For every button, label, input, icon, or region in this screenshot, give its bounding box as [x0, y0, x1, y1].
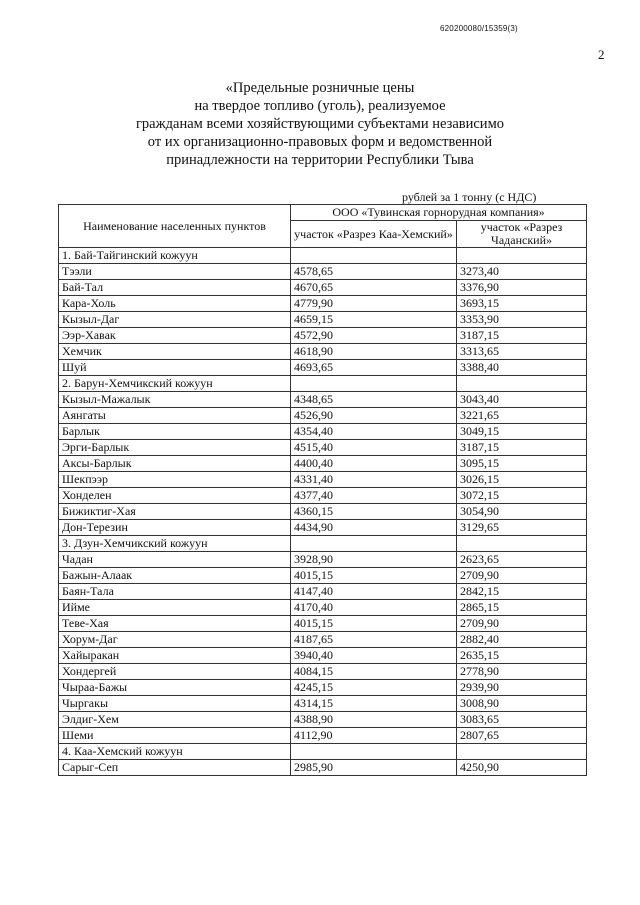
price-kaa-khem: 4377,40 [291, 488, 457, 504]
settlement-name: Аксы-Барлык [59, 456, 291, 472]
settlement-name: Шуй [59, 360, 291, 376]
price-kaa-khem: 4400,40 [291, 456, 457, 472]
settlement-name: Дон-Терезин [59, 520, 291, 536]
table-row [59, 344, 587, 360]
price-chadan: 3693,15 [457, 296, 587, 312]
price-chadan: 3043,40 [457, 392, 587, 408]
price-kaa-khem: 4659,15 [291, 312, 457, 328]
price-chadan: 3376,90 [457, 280, 587, 296]
settlement-name: Аянгаты [59, 408, 291, 424]
section-title: 3. Дзун-Хемчикский кожуун [59, 536, 291, 552]
table-row [59, 296, 587, 312]
price-kaa-khem: 4618,90 [291, 344, 457, 360]
table-row [59, 568, 587, 584]
price-kaa-khem: 4314,15 [291, 696, 457, 712]
price-chadan: 3072,15 [457, 488, 587, 504]
settlement-name: Баян-Тала [59, 584, 291, 600]
price-table [58, 204, 587, 776]
price-chadan: 3054,90 [457, 504, 587, 520]
table-row [59, 424, 587, 440]
price-kaa-khem: 4388,90 [291, 712, 457, 728]
settlement-name: Кызыл-Даг [59, 312, 291, 328]
title-line: гражданам всеми хозяйствующими субъектами независимо [135, 116, 504, 132]
settlement-name: Ийме [59, 600, 291, 616]
price-kaa-khem: 4348,65 [291, 392, 457, 408]
section-row [59, 248, 587, 264]
col-header-site-kaa-khem: участок «Разрез Каа-Хемский» [291, 221, 457, 248]
settlement-name: Шеми [59, 728, 291, 744]
table-row [59, 760, 587, 776]
section-row [59, 536, 587, 552]
settlement-name: Кызыл-Мажалык [59, 392, 291, 408]
price-chadan: 2635,15 [457, 648, 587, 664]
settlement-name: Хемчик [59, 344, 291, 360]
settlement-name: Тээли [59, 264, 291, 280]
price-kaa-khem: 3928,90 [291, 552, 457, 568]
settlement-name: Сарыг-Сеп [59, 760, 291, 776]
settlement-name: Шекпээр [59, 472, 291, 488]
settlement-name: Бажын-Алаак [59, 568, 291, 584]
price-kaa-khem: 4112,90 [291, 728, 457, 744]
price-kaa-khem: 4578,65 [291, 264, 457, 280]
price-chadan: 2709,90 [457, 616, 587, 632]
table-row [59, 312, 587, 328]
col-header-settlement: Наименование населенных пунктов [59, 205, 291, 248]
table-row [59, 392, 587, 408]
section-title: 4. Каа-Хемский кожуун [59, 744, 291, 760]
price-chadan: 2882,40 [457, 632, 587, 648]
price-chadan: 3273,40 [457, 264, 587, 280]
price-kaa-khem: 4670,65 [291, 280, 457, 296]
settlement-name: Хорум-Даг [59, 632, 291, 648]
price-kaa-khem: 4572,90 [291, 328, 457, 344]
table-row [59, 264, 587, 280]
price-kaa-khem: 4015,15 [291, 568, 457, 584]
settlement-name: Бижиктиг-Хая [59, 504, 291, 520]
table-row [59, 632, 587, 648]
price-chadan: 2842,15 [457, 584, 587, 600]
price-kaa-khem: 3940,40 [291, 648, 457, 664]
price-chadan: 3353,90 [457, 312, 587, 328]
title-line: «Предельные розничные цены [225, 80, 415, 96]
price-chadan: 3026,15 [457, 472, 587, 488]
price-chadan: 2709,90 [457, 568, 587, 584]
table-row [59, 696, 587, 712]
settlement-name: Теве-Хая [59, 616, 291, 632]
col-header-site-chadan: участок «Разрез Чаданский» [457, 221, 587, 248]
empty-cell [457, 248, 587, 264]
table-row [59, 680, 587, 696]
price-kaa-khem: 4084,15 [291, 664, 457, 680]
table-row [59, 488, 587, 504]
price-kaa-khem: 4354,40 [291, 424, 457, 440]
price-chadan: 3008,90 [457, 696, 587, 712]
table-row [59, 456, 587, 472]
settlement-name: Эрги-Барлык [59, 440, 291, 456]
price-chadan: 3313,65 [457, 344, 587, 360]
settlement-name: Кара-Холь [59, 296, 291, 312]
col-header-company: ООО «Тувинская горнорудная компания» [291, 205, 587, 221]
title-line: на твердое топливо (уголь), реализуемое [194, 98, 446, 114]
table-row [59, 552, 587, 568]
price-kaa-khem: 4360,15 [291, 504, 457, 520]
table-row [59, 584, 587, 600]
empty-cell [291, 248, 457, 264]
table-row [59, 712, 587, 728]
table-body [59, 248, 587, 776]
settlement-name: Чадан [59, 552, 291, 568]
title-line: от их организационно-правовых форм и ведомственной [147, 134, 493, 150]
section-row [59, 376, 587, 392]
price-kaa-khem: 4331,40 [291, 472, 457, 488]
price-kaa-khem: 4015,15 [291, 616, 457, 632]
table-row [59, 328, 587, 344]
table-row [59, 280, 587, 296]
price-kaa-khem: 4147,40 [291, 584, 457, 600]
settlement-name: Барлык [59, 424, 291, 440]
price-kaa-khem: 4170,40 [291, 600, 457, 616]
empty-cell [291, 376, 457, 392]
table-row [59, 360, 587, 376]
price-chadan: 3221,65 [457, 408, 587, 424]
document-id: 620200080/15359(3) [440, 24, 518, 33]
section-row [59, 744, 587, 760]
unit-note: рублей за 1 тонну (с НДС) [402, 190, 537, 204]
table-row [59, 648, 587, 664]
price-chadan: 3388,40 [457, 360, 587, 376]
title-line: принадлежности на территории Республики Тыва [166, 152, 474, 168]
table-row [59, 472, 587, 488]
price-kaa-khem: 4526,90 [291, 408, 457, 424]
table-row [59, 408, 587, 424]
table-row [59, 728, 587, 744]
settlement-name: Ээр-Хавак [59, 328, 291, 344]
table-row [59, 600, 587, 616]
empty-cell [457, 376, 587, 392]
table-row [59, 616, 587, 632]
empty-cell [457, 744, 587, 760]
table-row [59, 440, 587, 456]
price-chadan: 2623,65 [457, 552, 587, 568]
settlement-name: Чыраа-Бажы [59, 680, 291, 696]
price-kaa-khem: 4187,65 [291, 632, 457, 648]
price-chadan: 3095,15 [457, 456, 587, 472]
price-kaa-khem: 4434,90 [291, 520, 457, 536]
price-chadan: 3187,15 [457, 440, 587, 456]
empty-cell [457, 536, 587, 552]
section-title: 1. Бай-Тайгинский кожуун [59, 248, 291, 264]
price-chadan: 3187,15 [457, 328, 587, 344]
price-kaa-khem: 2985,90 [291, 760, 457, 776]
price-chadan: 2778,90 [457, 664, 587, 680]
empty-cell [291, 744, 457, 760]
price-chadan: 3049,15 [457, 424, 587, 440]
page-number: 2 [598, 47, 605, 62]
document-title [0, 79, 640, 169]
table-row [59, 504, 587, 520]
price-chadan: 2939,90 [457, 680, 587, 696]
price-chadan: 2865,15 [457, 600, 587, 616]
table-row [59, 664, 587, 680]
price-kaa-khem: 4693,65 [291, 360, 457, 376]
price-kaa-khem: 4515,40 [291, 440, 457, 456]
settlement-name: Чыргакы [59, 696, 291, 712]
price-kaa-khem: 4779,90 [291, 296, 457, 312]
price-chadan: 2807,65 [457, 728, 587, 744]
table-row [59, 520, 587, 536]
settlement-name: Хондергей [59, 664, 291, 680]
section-title: 2. Барун-Хемчикский кожуун [59, 376, 291, 392]
settlement-name: Хонделен [59, 488, 291, 504]
price-kaa-khem: 4245,15 [291, 680, 457, 696]
settlement-name: Элдиг-Хем [59, 712, 291, 728]
price-chadan: 3083,65 [457, 712, 587, 728]
price-chadan: 3129,65 [457, 520, 587, 536]
settlement-name: Хайыракан [59, 648, 291, 664]
settlement-name: Бай-Тал [59, 280, 291, 296]
price-chadan: 4250,90 [457, 760, 587, 776]
empty-cell [291, 536, 457, 552]
